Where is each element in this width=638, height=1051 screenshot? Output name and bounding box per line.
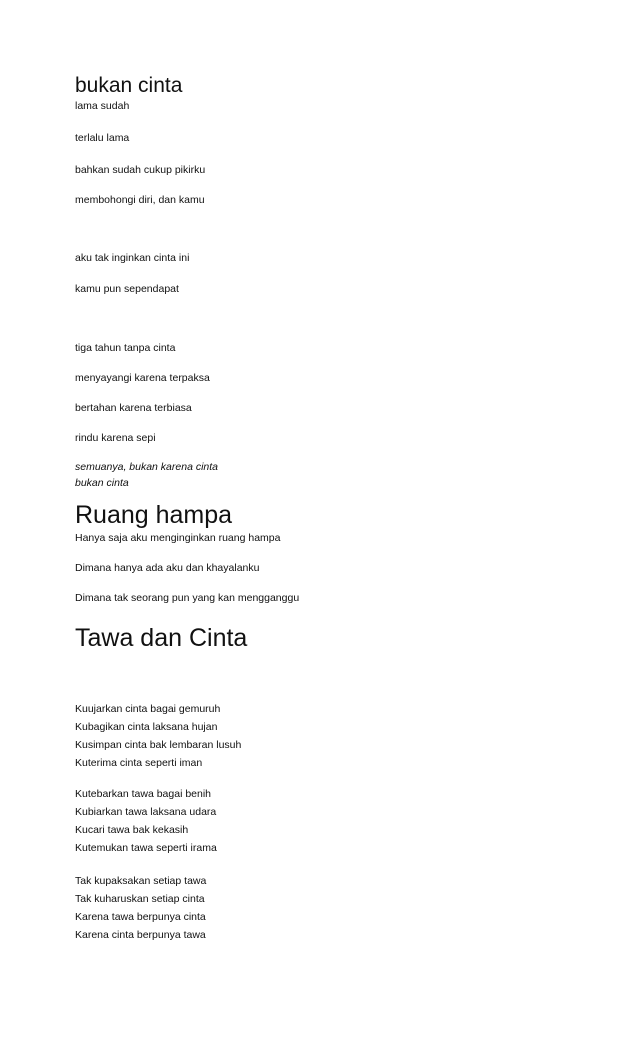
poem-line: aku tak inginkan cinta ini <box>75 252 190 264</box>
poem-line: menyayangi karena terpaksa <box>75 372 210 384</box>
poem-line: Dimana hanya ada aku dan khayalanku <box>75 562 260 574</box>
poem-line: lama sudah <box>75 100 130 112</box>
poem-line: Tak kupaksakan setiap tawa <box>75 875 207 887</box>
poem-line: Kucari tawa bak kekasih <box>75 824 189 836</box>
poem-line: Hanya saja aku menginginkan ruang hampa <box>75 532 281 544</box>
poem-line: Kuujarkan cinta bagai gemuruh <box>75 703 221 715</box>
poem-line: membohongi diri, dan kamu <box>75 194 205 206</box>
poem-line: Kubagikan cinta laksana hujan <box>75 721 218 733</box>
poem-line: Kusimpan cinta bak lembaran lusuh <box>75 739 242 751</box>
poem-line: Kuterima cinta seperti iman <box>75 757 203 769</box>
poem-line: Tak kuharuskan setiap cinta <box>75 893 205 905</box>
poem-title: bukan cinta <box>75 74 183 97</box>
poem-line: Karena tawa berpunya cinta <box>75 911 206 923</box>
poem-line: semuanya, bukan karena cinta <box>75 461 219 473</box>
poem-title: Ruang hampa <box>75 501 233 529</box>
poem-line: rindu karena sepi <box>75 432 156 444</box>
poem-line: bertahan karena terbiasa <box>75 402 192 414</box>
poem-line: Kutemukan tawa seperti irama <box>75 842 217 854</box>
poem-line: Kubiarkan tawa laksana udara <box>75 806 217 818</box>
poem-line: bahkan sudah cukup pikirku <box>75 164 206 176</box>
poem-line: Kutebarkan tawa bagai benih <box>75 788 212 800</box>
poem-line: bukan cinta <box>75 477 129 489</box>
poem-line: tiga tahun tanpa cinta <box>75 342 176 354</box>
poem-line: Karena cinta berpunya tawa <box>75 929 206 941</box>
poem-line: Dimana tak seorang pun yang kan mengganggu <box>75 592 300 604</box>
poem-line: kamu pun sependapat <box>75 283 179 295</box>
poem-line: terlalu lama <box>75 132 130 144</box>
poem-title: Tawa dan Cinta <box>75 624 248 652</box>
